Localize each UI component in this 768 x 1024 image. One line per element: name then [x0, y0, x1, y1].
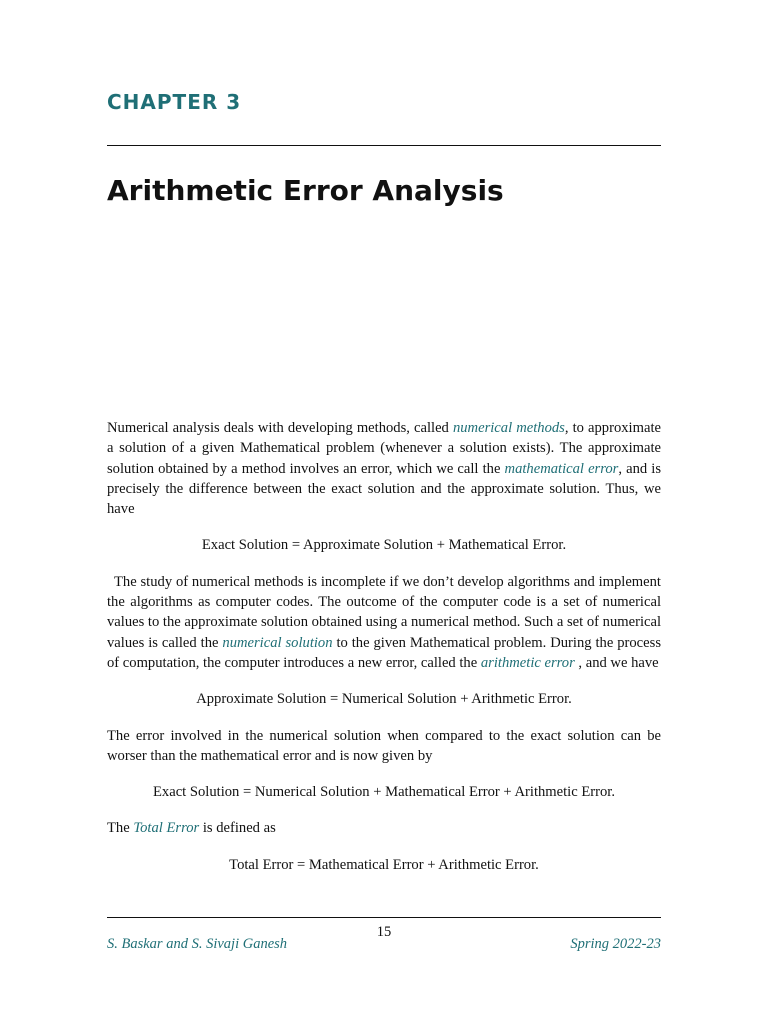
paragraph-numerical-solution	[107, 572, 661, 673]
paragraph-text: , to approximate a solution of a given Mathematical problem (whenever a solution exists). The approximate solution obtained by a method involves an error, which we call the	[107, 420, 661, 477]
paragraph-total-error-intro: The error involved in the numerical solution when compared to the exact solution can be worser than the mathematical error and is now given by	[107, 727, 661, 764]
chapter-body	[107, 418, 661, 891]
footer-authors: S. Baskar and S. Sivaji Ganesh	[107, 936, 288, 952]
equation-approximate-solution: Approximate Solution = Numerical Solution + Arithmetic Error.	[196, 691, 572, 708]
paragraph-text: The study of numerical methods is incomplete if we don’t develop algorithms and implement the algorithms as computer codes. The outcome of the computer code is a set of numerical values to the approximate solution obtained using a numerical method. Such a set of numerical values is called the	[107, 573, 662, 651]
equation-exact-solution-full: Exact Solution = Numerical Solution + Mathematical Error + Arithmetic Error.	[153, 784, 615, 801]
paragraph-total-error-def	[107, 818, 661, 838]
chapter-label: CHAPTER 3	[107, 90, 242, 114]
paragraph-text: The	[107, 820, 134, 837]
paragraph-text: is defined as	[199, 820, 276, 837]
page-number: 15	[376, 924, 392, 940]
term-arithmetic-error[interactable]: arithmetic error	[480, 654, 575, 671]
term-numerical-solution[interactable]: numerical solution	[222, 634, 333, 651]
paragraph-text: , and is precisely the difference between the exact solution and the approximate solution. Thus, we have	[107, 460, 661, 518]
term-total-error[interactable]: Total Error	[133, 820, 200, 837]
header-rule	[107, 145, 661, 146]
equation-total-error: Total Error = Mathematical Error + Arithmetic Error.	[229, 856, 539, 873]
chapter-title: Arithmetic Error Analysis	[107, 174, 504, 207]
term-numerical-methods[interactable]: numerical methods	[452, 420, 565, 436]
term-mathematical-error[interactable]: mathematical error	[504, 460, 619, 477]
paragraph-text: , and we have	[574, 654, 659, 671]
footer-term: Spring 2022-23	[570, 936, 661, 952]
paragraph-intro	[107, 418, 661, 519]
paragraph-text: to the given Mathematical problem. During the process of computation, the computer introduces a new error, called the	[107, 634, 661, 671]
footer-rule	[107, 917, 661, 918]
equation-exact-solution: Exact Solution = Approximate Solution + Mathematical Error.	[201, 537, 567, 554]
paragraph-text: Numerical analysis deals with developing methods, called	[107, 420, 453, 436]
